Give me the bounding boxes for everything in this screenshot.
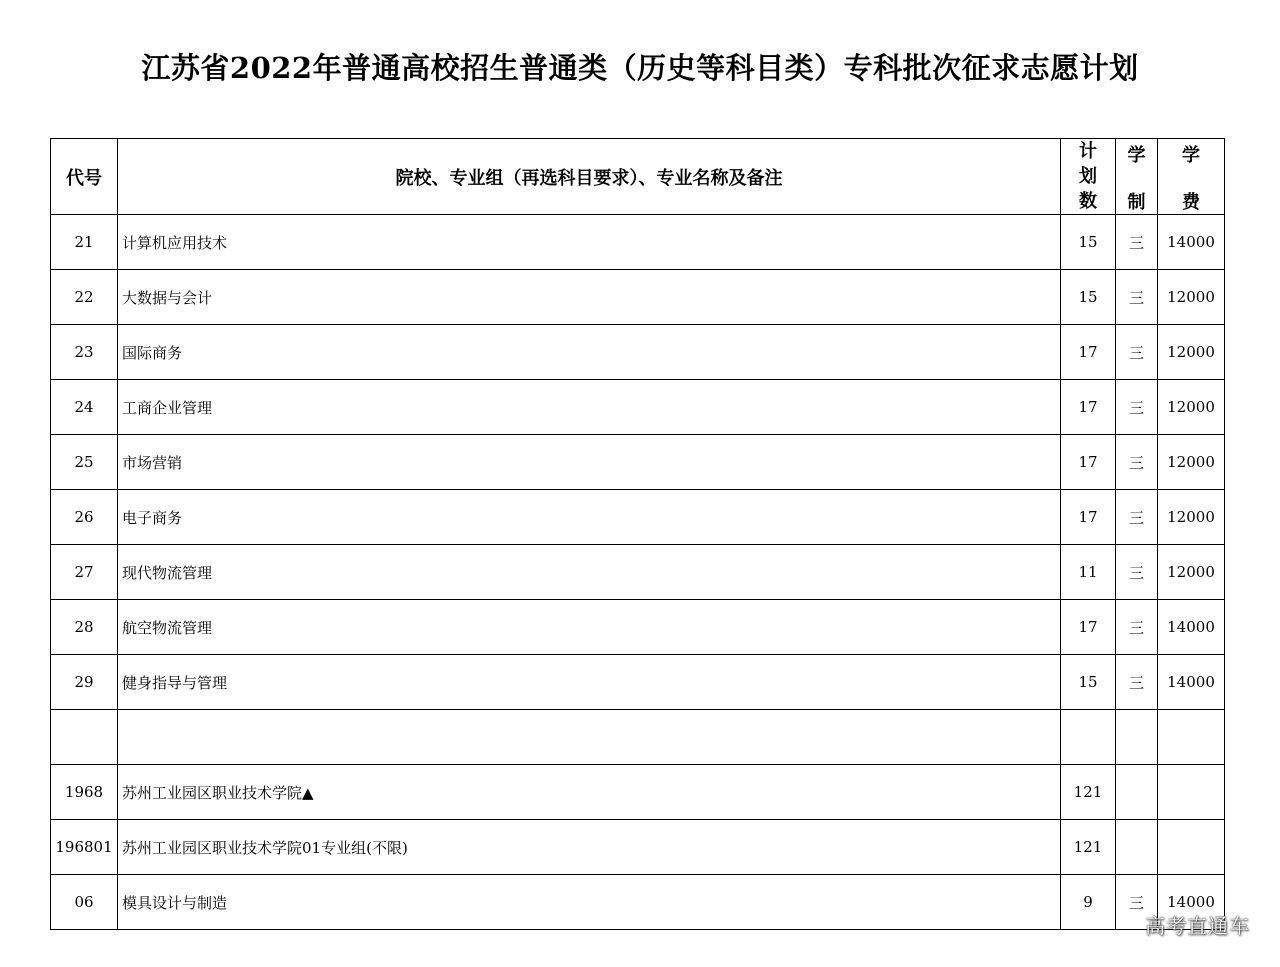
- cell-fee: 12000: [1158, 490, 1225, 545]
- cell-plan: 17: [1061, 600, 1116, 655]
- cell-code: 06: [51, 875, 118, 930]
- cell-fee: 14000: [1158, 215, 1225, 270]
- cell-plan: 15: [1061, 270, 1116, 325]
- cell-fee: [1158, 765, 1225, 820]
- cell-duration: 三: [1116, 655, 1158, 710]
- cell-name: 市场营销: [118, 435, 1061, 490]
- table-row: [51, 270, 1225, 325]
- cell-code: 25: [51, 435, 118, 490]
- cell-fee: 14000: [1158, 875, 1225, 930]
- cell-duration: 三: [1116, 325, 1158, 380]
- table-row: [51, 490, 1225, 545]
- table-row: [51, 325, 1225, 380]
- cell-plan: 121: [1061, 765, 1116, 820]
- cell-code: 26: [51, 490, 118, 545]
- cell-name: 现代物流管理: [118, 545, 1061, 600]
- cell-name: [118, 710, 1061, 765]
- cell-plan: 11: [1061, 545, 1116, 600]
- cell-name: 国际商务: [118, 325, 1061, 380]
- header-plan: 计 划 数: [1061, 139, 1116, 215]
- cell-code: 22: [51, 270, 118, 325]
- cell-duration: 三: [1116, 875, 1158, 930]
- cell-code: 196801: [51, 820, 118, 875]
- cell-name: 航空物流管理: [118, 600, 1061, 655]
- table-row: [51, 655, 1225, 710]
- cell-plan: 15: [1061, 215, 1116, 270]
- table-row: [51, 875, 1225, 930]
- cell-code: 23: [51, 325, 118, 380]
- cell-duration: 三: [1116, 380, 1158, 435]
- cell-duration: 三: [1116, 545, 1158, 600]
- cell-name: 模具设计与制造: [118, 875, 1061, 930]
- cell-duration: [1116, 820, 1158, 875]
- cell-fee: 12000: [1158, 545, 1225, 600]
- table-header-row: [51, 139, 1225, 215]
- table-row: [51, 215, 1225, 270]
- cell-duration: [1116, 765, 1158, 820]
- cell-fee: [1158, 820, 1225, 875]
- cell-fee: 14000: [1158, 655, 1225, 710]
- header-code: 代号: [51, 139, 118, 215]
- cell-fee: 14000: [1158, 600, 1225, 655]
- cell-duration: [1116, 710, 1158, 765]
- header-duration: 学 制: [1116, 139, 1158, 215]
- watermark-logo: 高考直通车: [1145, 914, 1250, 938]
- enrollment-plan-table: [50, 138, 1225, 930]
- cell-plan: 17: [1061, 325, 1116, 380]
- cell-duration: 三: [1116, 215, 1158, 270]
- header-name: 院校、专业组（再选科目要求）、专业名称及备注: [118, 139, 1061, 215]
- table-row: [51, 435, 1225, 490]
- cell-duration: 三: [1116, 600, 1158, 655]
- cell-plan: 121: [1061, 820, 1116, 875]
- cell-plan: 17: [1061, 435, 1116, 490]
- cell-name: 健身指导与管理: [118, 655, 1061, 710]
- cell-name: 电子商务: [118, 490, 1061, 545]
- cell-fee: [1158, 710, 1225, 765]
- cell-fee: 12000: [1158, 325, 1225, 380]
- cell-name: 苏州工业园区职业技术学院01专业组(不限): [118, 820, 1061, 875]
- page-title: 江苏省2022年普通高校招生普通类（历史等科目类）专科批次征求志愿计划: [141, 51, 1139, 85]
- cell-fee: 12000: [1158, 380, 1225, 435]
- table-row: [51, 820, 1225, 875]
- cell-plan: 15: [1061, 655, 1116, 710]
- cell-name: 苏州工业园区职业技术学院▲: [118, 765, 1061, 820]
- cell-code: 27: [51, 545, 118, 600]
- cell-plan: 17: [1061, 380, 1116, 435]
- cell-fee: 12000: [1158, 435, 1225, 490]
- cell-duration: 三: [1116, 490, 1158, 545]
- cell-duration: 三: [1116, 435, 1158, 490]
- cell-plan: 17: [1061, 490, 1116, 545]
- table-row: [51, 380, 1225, 435]
- cell-plan: 9: [1061, 875, 1116, 930]
- cell-code: 28: [51, 600, 118, 655]
- table-row: [51, 545, 1225, 600]
- cell-name: 计算机应用技术: [118, 215, 1061, 270]
- cell-code: [51, 710, 118, 765]
- table-row: [51, 765, 1225, 820]
- cell-code: 24: [51, 380, 118, 435]
- table-row: [51, 710, 1225, 765]
- cell-fee: 12000: [1158, 270, 1225, 325]
- cell-name: 工商企业管理: [118, 380, 1061, 435]
- cell-code: 29: [51, 655, 118, 710]
- cell-code: 1968: [51, 765, 118, 820]
- table-row: [51, 600, 1225, 655]
- header-fee: 学 费: [1158, 139, 1225, 215]
- cell-name: 大数据与会计: [118, 270, 1061, 325]
- cell-plan: [1061, 710, 1116, 765]
- cell-duration: 三: [1116, 270, 1158, 325]
- cell-code: 21: [51, 215, 118, 270]
